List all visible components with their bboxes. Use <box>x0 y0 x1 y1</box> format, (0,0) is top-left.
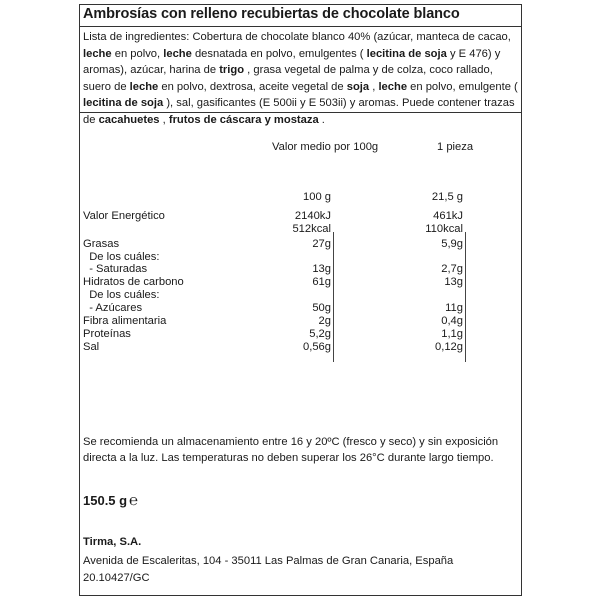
ingredient-text: ), sal, gasificantes (E 500ii y E 503ii) y aromas. Puede contener trazas de <box>83 97 515 126</box>
nutrition-row <box>83 210 503 223</box>
ingredient-text: desnatada en polvo, emulgentes ( <box>191 47 367 60</box>
nutrient-label: Grasas <box>83 237 120 250</box>
ingredient-text: en polvo, emulgente ( <box>407 80 518 93</box>
value-per-piece: 21,5 g <box>431 191 463 203</box>
nutrient-label: - Saturadas <box>83 263 148 276</box>
nutrient-label: Fibra alimentaria <box>83 315 167 328</box>
address-line: Avenida de Escaleritas, 104 - 35011 Las Palmas de Gran Canaria, España <box>83 555 454 567</box>
net-weight <box>83 492 138 509</box>
company-name: Tirma, S.A. <box>83 536 142 548</box>
nutrient-label: Hidratos de carbono <box>83 276 184 289</box>
storage-instructions: Se recomienda un almacenamiento entre 16 y 20ºC (fresco y seco) y sin exposición directa a la luz. Las temperaturas no deben superar los 26°C durante largo tiempo. <box>83 436 499 465</box>
estimated-sign-icon: ℮ <box>129 492 139 509</box>
nutrition-row <box>83 328 503 341</box>
divider <box>79 112 522 113</box>
nutrition-row <box>83 223 503 236</box>
nutrient-label: - Azúcares <box>83 302 143 315</box>
allergen-text: soja <box>346 80 370 93</box>
ingredient-text: , grasa vegetal de palma y de colza, coco rallado, suero de <box>83 64 493 93</box>
allergen-text: leche <box>378 80 408 93</box>
net-weight-value: 150.5 g <box>83 493 128 508</box>
nutrition-row <box>83 191 503 204</box>
value-per-piece: 0,12g <box>435 340 463 353</box>
allergen-text: trigo <box>219 64 245 77</box>
allergen-text: leche <box>129 80 159 93</box>
nutrient-label: Sal <box>83 340 100 353</box>
value-per-piece: 0,4g <box>441 315 463 328</box>
value-per-100g: 100 g <box>303 191 331 203</box>
ingredient-text: , <box>159 113 169 126</box>
ingredient-text: en polvo, dextrosa, aceite vegetal de <box>158 80 347 93</box>
value-per-piece: 5,9g <box>441 237 463 250</box>
nutrition-row <box>83 341 503 354</box>
nutrition-row <box>83 276 503 289</box>
value-per-100g: 512kcal <box>292 222 331 235</box>
nutrition-row <box>83 238 503 251</box>
value-per-100g: 2140kJ <box>294 209 331 222</box>
allergen-text: lecitina de soja <box>83 97 164 110</box>
value-per-piece: 11g <box>445 302 463 315</box>
value-per-100g: 2g <box>318 315 331 328</box>
ingredient-text: Lista de ingredientes: Cobertura de chocolate blanco 40% (azúcar, manteca de cacao, <box>83 31 511 43</box>
allergen-text: frutos de cáscara y mostaza <box>168 113 319 126</box>
ingredient-text: . <box>318 113 325 126</box>
value-per-100g: 13g <box>312 263 331 276</box>
value-per-100g: 0,56g <box>303 340 331 353</box>
allergen-text: lecitina de soja <box>366 47 447 60</box>
nutrient-label: De los cuáles: <box>83 250 160 263</box>
column-divider <box>333 232 334 362</box>
value-per-100g: 61g <box>312 276 331 289</box>
nutrient-label: Valor Energético <box>83 209 165 222</box>
value-per-piece: 110kcal <box>425 222 463 235</box>
product-title: Ambrosías con relleno recubiertas de chocolate blanco <box>83 6 460 22</box>
nutrition-row <box>83 251 503 264</box>
column-divider <box>465 232 466 362</box>
allergen-text: leche <box>83 47 112 60</box>
nutrition-row <box>83 289 503 302</box>
ingredient-text: en polvo, <box>111 47 164 60</box>
allergen-text: leche <box>163 47 192 60</box>
nutrient-label: De los cuáles: <box>83 289 160 302</box>
header-per-piece: 1 pieza <box>437 141 474 153</box>
value-per-piece: 1,1g <box>441 327 463 340</box>
value-per-piece: 2,7g <box>441 263 463 276</box>
nutrient-label: Proteínas <box>83 327 131 340</box>
registry-number: 20.10427/GC <box>83 571 150 584</box>
value-per-piece: 13g <box>444 276 463 289</box>
value-per-piece: 461kJ <box>433 209 463 222</box>
allergen-text: cacahuetes <box>98 113 160 126</box>
ingredient-text: , <box>369 80 379 93</box>
nutrition-row <box>83 263 503 276</box>
divider <box>79 26 522 27</box>
nutrition-row <box>83 302 503 315</box>
nutrition-row <box>83 315 503 328</box>
ingredients-list <box>83 29 519 129</box>
company-address <box>83 553 453 586</box>
value-per-100g: 50g <box>312 302 331 315</box>
value-per-100g: 5,2g <box>309 327 331 340</box>
nutrition-table <box>83 191 503 354</box>
ingredient-text: y E 476) y aromas), azúcar, harina de <box>83 47 501 77</box>
header-per-100g: Valor medio por 100g <box>272 141 379 153</box>
value-per-100g: 27g <box>312 237 331 250</box>
